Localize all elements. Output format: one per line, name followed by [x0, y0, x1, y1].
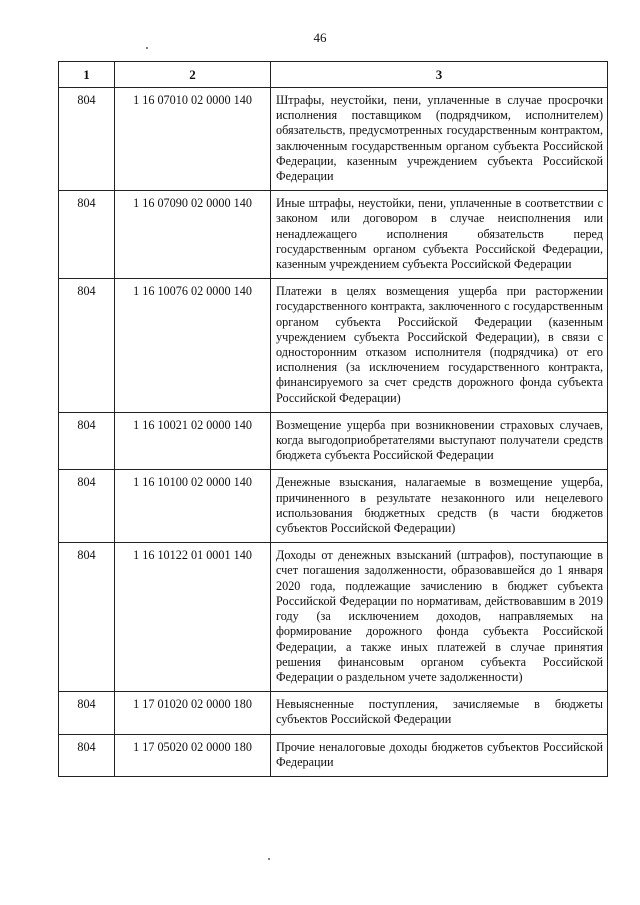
revenue-code-cell: 1 16 10122 01 0001 140: [115, 543, 271, 692]
admin-code-cell: 804: [59, 412, 115, 470]
revenue-code-cell: 1 16 10021 02 0000 140: [115, 412, 271, 470]
revenue-code-cell: 1 16 10076 02 0000 140: [115, 279, 271, 413]
column-header-2: 2: [115, 62, 271, 88]
revenue-name-cell: Прочие неналоговые доходы бюджетов субъектов Российской Федерации: [271, 734, 608, 776]
table-row: [59, 543, 608, 692]
revenue-code-cell: 1 16 10100 02 0000 140: [115, 470, 271, 543]
admin-code-cell: 804: [59, 692, 115, 734]
column-header-1: 1: [59, 62, 115, 88]
admin-code-cell: 804: [59, 191, 115, 279]
admin-code-cell: 804: [59, 88, 115, 191]
scan-speck: [268, 858, 270, 860]
table-header-row: [59, 62, 608, 88]
table-row: [59, 470, 608, 543]
revenue-name-cell: Денежные взыскания, налагаемые в возмещение ущерба, причиненного в результате незаконного или нецелевого использования бюджетных средств (в части бюджетов субъектов Российской Федерации): [271, 470, 608, 543]
table-row: [59, 412, 608, 470]
revenue-codes-table: [58, 61, 608, 777]
admin-code-cell: 804: [59, 734, 115, 776]
admin-code-cell: 804: [59, 470, 115, 543]
page-number: 46: [313, 30, 327, 45]
revenue-name-cell: Штрафы, неустойки, пени, уплаченные в случае просрочки исполнения поставщиком (подрядчиком, исполнителем) обязательств, предусмотренных государственным контрактом, заключенным государственным органом субъекта Российской Федерации, казенным учреждением субъекта Российской Федерации: [271, 88, 608, 191]
revenue-name-cell: Иные штрафы, неустойки, пени, уплаченные в соответствии с законом или договором в случае неисполнения или ненадлежащего исполнения обязательств перед государственным органом субъекта Российской Федерации, казенным учреждением субъекта Российской Федерации: [271, 191, 608, 279]
table-row: [59, 191, 608, 279]
revenue-code-cell: 1 17 01020 02 0000 180: [115, 692, 271, 734]
revenue-code-cell: 1 16 07010 02 0000 140: [115, 88, 271, 191]
revenue-name-cell: Доходы от денежных взысканий (штрафов), поступающие в счет погашения задолженности, образовавшейся до 1 января 2020 года, подлежащие зачислению в бюджет субъекта Российской Федерации по нормативам, действовавшим в 2019 году (за исключением доходов, направляемых на формирование дорожного фонда субъекта Российской Федерации, а также иных платежей в случае принятия решения финансовым органом субъекта Российской Федерации о раздельном учете задолженности): [271, 543, 608, 692]
scan-speck: [146, 47, 148, 49]
admin-code-cell: 804: [59, 543, 115, 692]
revenue-code-cell: 1 17 05020 02 0000 180: [115, 734, 271, 776]
table-row: [59, 88, 608, 191]
revenue-code-cell: 1 16 07090 02 0000 140: [115, 191, 271, 279]
table-row: [59, 279, 608, 413]
revenue-name-cell: Возмещение ущерба при возникновении страховых случаев, когда выгодоприобретателями выступают получатели средств бюджета субъекта Российской Федерации: [271, 412, 608, 470]
table-row: [59, 692, 608, 734]
admin-code-cell: 804: [59, 279, 115, 413]
table-row: [59, 734, 608, 776]
revenue-name-cell: Невыясненные поступления, зачисляемые в бюджеты субъектов Российской Федерации: [271, 692, 608, 734]
revenue-name-cell: Платежи в целях возмещения ущерба при расторжении государственного контракта, заключенного с государственным органом субъекта Российской Федерации (казенным учреждением субъекта Российской Федерации), в связи с односторонним отказом исполнителя (подрядчика) от его исполнения (за исключением государственного контракта, финансируемого за счет средств дорожного фонда субъекта Российской Федерации): [271, 279, 608, 413]
column-header-3: 3: [271, 62, 608, 88]
